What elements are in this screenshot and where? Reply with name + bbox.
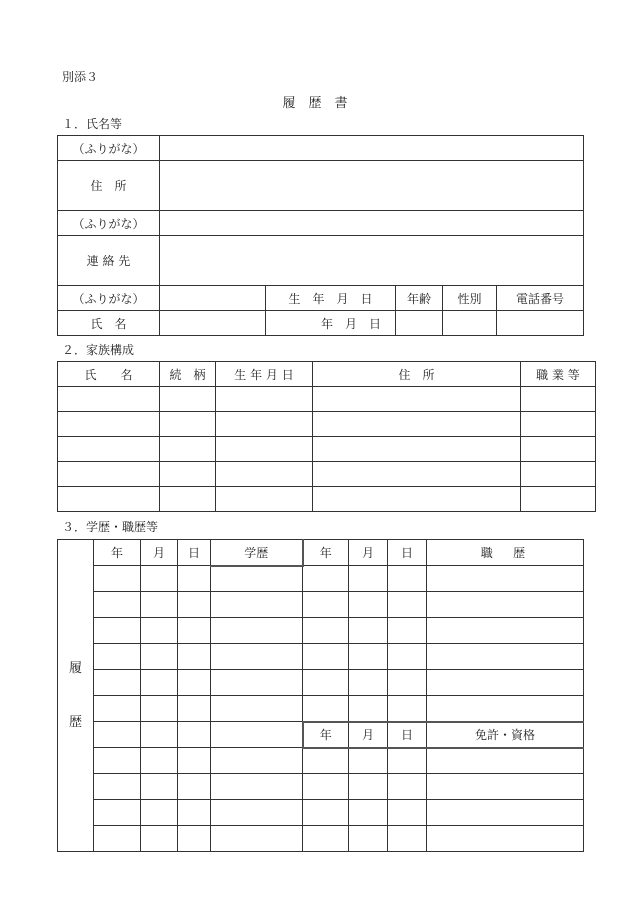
cell[interactable] [313, 487, 521, 512]
table-row [58, 462, 596, 487]
family-header-name: 氏 名 [58, 362, 160, 387]
name-label: 氏 名 [58, 311, 160, 336]
cell[interactable] [521, 437, 596, 462]
cell[interactable] [141, 696, 178, 722]
cell[interactable] [303, 696, 349, 722]
cell[interactable] [211, 826, 303, 852]
cell[interactable] [216, 412, 313, 437]
cell[interactable] [141, 566, 178, 592]
birthdate-field[interactable]: 年 月 日 [266, 311, 396, 336]
cell[interactable] [349, 800, 388, 826]
document-title: 履 歴 書 [282, 96, 348, 111]
section2-heading: ２．家族構成 [62, 343, 135, 357]
cell[interactable] [160, 437, 216, 462]
table-row [58, 644, 584, 670]
cell[interactable] [58, 437, 160, 462]
cell[interactable] [303, 670, 349, 696]
contact-field[interactable] [160, 236, 584, 286]
cell[interactable] [211, 774, 303, 800]
edu-year-header: 年 [94, 540, 141, 566]
cell[interactable] [178, 670, 211, 696]
cell[interactable] [58, 412, 160, 437]
cell[interactable] [427, 696, 584, 722]
annex-label: 別添３ [62, 70, 99, 84]
cell[interactable] [521, 487, 596, 512]
edu-month-header: 月 [141, 540, 178, 566]
cell[interactable] [427, 566, 584, 592]
cell[interactable] [160, 387, 216, 412]
cell[interactable] [427, 618, 584, 644]
table-row [58, 722, 584, 748]
cell[interactable] [303, 618, 349, 644]
contact-label: 連 絡 先 [58, 236, 160, 286]
cell[interactable] [178, 644, 211, 670]
cell[interactable] [349, 748, 388, 774]
cell[interactable] [388, 618, 427, 644]
table-row [58, 592, 584, 618]
cell[interactable] [94, 800, 141, 826]
cell[interactable] [178, 748, 211, 774]
cell[interactable] [211, 644, 303, 670]
cell[interactable] [141, 670, 178, 696]
cell[interactable] [141, 644, 178, 670]
cell[interactable] [388, 800, 427, 826]
cell[interactable] [141, 826, 178, 852]
cell[interactable] [178, 618, 211, 644]
name-field[interactable] [160, 311, 266, 336]
cell[interactable] [216, 437, 313, 462]
license-year-header: 年 [303, 722, 349, 748]
cell[interactable] [388, 774, 427, 800]
section3-heading: ３．学歴・職歴等 [62, 520, 159, 534]
license-month-header: 月 [349, 722, 388, 748]
cell[interactable] [178, 774, 211, 800]
cell[interactable] [427, 670, 584, 696]
table-row [58, 387, 596, 412]
cell[interactable] [427, 774, 584, 800]
cell[interactable] [94, 826, 141, 852]
cell[interactable] [303, 748, 349, 774]
side-label-char: 歴 [68, 714, 82, 730]
cell[interactable] [349, 566, 388, 592]
cell[interactable] [388, 748, 427, 774]
birthdate-header: 生 年 月 日 [266, 286, 396, 311]
table-row [58, 774, 584, 800]
cell[interactable] [211, 800, 303, 826]
cell[interactable] [141, 618, 178, 644]
section1-heading: １．氏名等 [62, 117, 123, 131]
table-row [58, 748, 584, 774]
cell[interactable] [178, 592, 211, 618]
cell[interactable] [178, 566, 211, 592]
cell[interactable] [349, 618, 388, 644]
cell[interactable] [313, 437, 521, 462]
cell[interactable] [94, 748, 141, 774]
cell[interactable] [388, 670, 427, 696]
cell[interactable] [427, 826, 584, 852]
cell[interactable] [178, 696, 211, 722]
cell[interactable] [388, 826, 427, 852]
cell[interactable] [211, 592, 303, 618]
table-row [58, 566, 584, 592]
license-day-header: 日 [388, 722, 427, 748]
cell[interactable] [313, 387, 521, 412]
cell[interactable] [521, 387, 596, 412]
table-row [58, 826, 584, 852]
family-header-relation: 続 柄 [160, 362, 216, 387]
cell[interactable] [216, 462, 313, 487]
career-month-header: 月 [349, 540, 388, 566]
name-furigana-field[interactable] [160, 286, 266, 311]
cell[interactable] [211, 618, 303, 644]
cell[interactable] [141, 800, 178, 826]
cell[interactable] [178, 800, 211, 826]
address-field[interactable] [160, 161, 584, 211]
cell[interactable] [141, 748, 178, 774]
cell[interactable] [94, 618, 141, 644]
age-header: 年齢 [396, 286, 443, 311]
cell[interactable] [94, 774, 141, 800]
cell[interactable] [427, 748, 584, 774]
cell[interactable] [388, 566, 427, 592]
contact-furigana-field[interactable] [160, 211, 584, 236]
cell[interactable] [388, 696, 427, 722]
address-label: 住 所 [58, 161, 160, 211]
cell[interactable] [160, 412, 216, 437]
family-header-address: 住 所 [313, 362, 521, 387]
family-header-occupation: 職 業 等 [521, 362, 596, 387]
cell[interactable] [94, 644, 141, 670]
cell[interactable] [211, 696, 303, 722]
cell[interactable] [313, 462, 521, 487]
side-label-char: 履 [68, 660, 82, 676]
table-row [58, 670, 584, 696]
cell[interactable] [303, 592, 349, 618]
education-header: 学歴 [211, 540, 303, 566]
sex-header: 性別 [443, 286, 497, 311]
cell[interactable] [349, 826, 388, 852]
phone-field[interactable] [497, 311, 584, 336]
cell[interactable] [58, 487, 160, 512]
sex-field[interactable] [443, 311, 497, 336]
cell[interactable] [58, 462, 160, 487]
table-row [58, 618, 584, 644]
cell[interactable] [349, 670, 388, 696]
license-header: 免許・資格 [427, 722, 584, 748]
table-row [58, 696, 584, 722]
history-side-label [58, 540, 94, 852]
career-year-header: 年 [303, 540, 349, 566]
cell[interactable] [94, 670, 141, 696]
cell[interactable] [216, 487, 313, 512]
history-table [57, 539, 584, 852]
cell[interactable] [349, 774, 388, 800]
family-table [57, 361, 596, 512]
cell[interactable] [427, 592, 584, 618]
cell[interactable] [94, 566, 141, 592]
cell[interactable] [349, 696, 388, 722]
cell[interactable] [303, 800, 349, 826]
career-day-header: 日 [388, 540, 427, 566]
cell[interactable] [211, 722, 303, 748]
cell[interactable] [141, 722, 178, 748]
table-row [58, 412, 596, 437]
furigana-label: （ふりがな） [58, 286, 160, 311]
cell[interactable] [349, 592, 388, 618]
address-furigana-field[interactable] [160, 136, 584, 161]
table-row [58, 800, 584, 826]
family-header-birthdate: 生 年 月 日 [216, 362, 313, 387]
cell[interactable] [388, 592, 427, 618]
personal-info-table [57, 135, 584, 336]
cell[interactable] [313, 412, 521, 437]
cell[interactable] [349, 644, 388, 670]
cell[interactable] [178, 722, 211, 748]
cell[interactable] [427, 800, 584, 826]
furigana-label: （ふりがな） [58, 211, 160, 236]
cell[interactable] [427, 644, 584, 670]
furigana-label: （ふりがな） [58, 136, 160, 161]
phone-header: 電話番号 [497, 286, 584, 311]
cell[interactable] [211, 748, 303, 774]
cell[interactable] [160, 487, 216, 512]
cell[interactable] [303, 826, 349, 852]
cell[interactable] [141, 774, 178, 800]
cell[interactable] [94, 592, 141, 618]
cell[interactable] [141, 592, 178, 618]
age-field[interactable] [396, 311, 443, 336]
cell[interactable] [388, 644, 427, 670]
edu-day-header: 日 [178, 540, 211, 566]
cell[interactable] [58, 387, 160, 412]
cell[interactable] [160, 462, 216, 487]
cell[interactable] [303, 774, 349, 800]
cell[interactable] [211, 566, 303, 592]
cell[interactable] [521, 412, 596, 437]
cell[interactable] [303, 644, 349, 670]
cell[interactable] [211, 670, 303, 696]
table-row [58, 437, 596, 462]
cell[interactable] [94, 696, 141, 722]
cell[interactable] [178, 826, 211, 852]
career-header: 職 歴 [427, 540, 584, 566]
table-row [58, 487, 596, 512]
cell[interactable] [94, 722, 141, 748]
cell[interactable] [521, 462, 596, 487]
cell[interactable] [303, 566, 349, 592]
cell[interactable] [216, 387, 313, 412]
